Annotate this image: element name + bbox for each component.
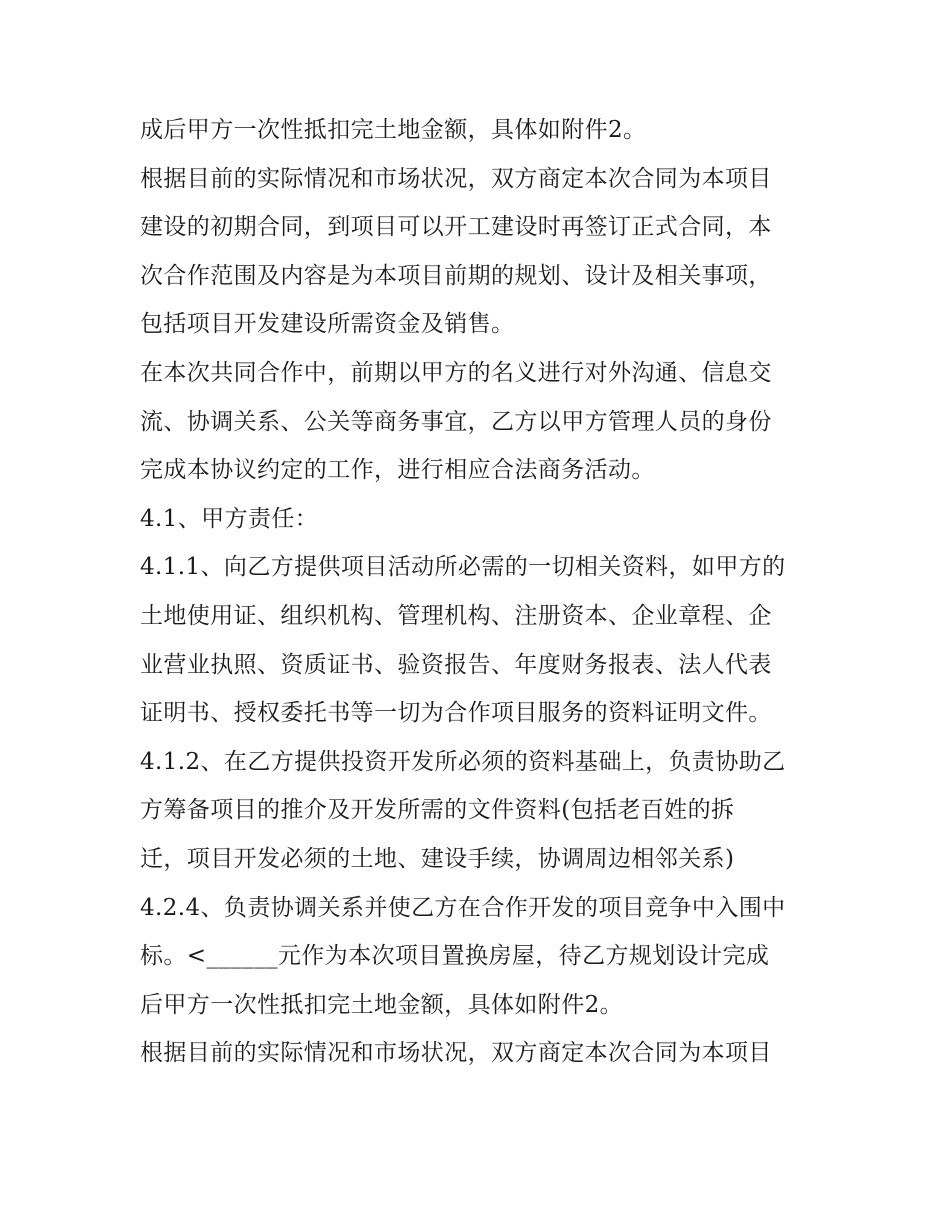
text-line: 根据目前的实际情况和市场状况，双方商定本次合同为本项目	[140, 165, 772, 192]
text-line: 建设的初期合同，到项目可以开工建设时再签订正式合同，本	[140, 214, 772, 241]
text-line: 根据目前的实际情况和市场状况，双方商定本次合同为本项目	[140, 1040, 772, 1067]
body-text	[140, 106, 820, 1078]
text-line: 后甲方一次性抵扣完土地金额，具体如附件2。	[140, 991, 624, 1018]
text-line: 业营业执照、资质证书、验资报告、年度财务报表、法人代表	[140, 651, 772, 678]
text-line: 次合作范围及内容是为本项目前期的规划、设计及相关事项，	[140, 262, 772, 289]
text-line: 包括项目开发建设所需资金及销售。	[140, 311, 515, 338]
text-line: 在本次共同合作中，前期以甲方的名义进行对外沟通、信息交	[140, 359, 772, 386]
text-line: 方筹备项目的推介及开发所需的文件资料(包括老百姓的拆	[140, 797, 735, 824]
text-line: 4.1.2、在乙方提供投资开发所必须的资料基础上，负责协助乙	[140, 748, 786, 775]
text-line: 土地使用证、组织机构、管理机构、注册资本、企业章程、企	[140, 602, 772, 629]
text-line: 流、协调关系、公关等商务事宜，乙方以甲方管理人员的身份	[140, 408, 772, 435]
text-line: 成后甲方一次性抵扣完土地金额，具体如附件2。	[140, 117, 647, 143]
text-line: 4.1.1、向乙方提供项目活动所必需的一切相关资料，如甲方的	[140, 554, 786, 581]
text-line: 4.2.4、负责协调关系并使乙方在合作开发的项目竞争中入围中	[140, 894, 786, 921]
text-line: 迁，项目开发必须的土地、建设手续，协调周边相邻关系)	[140, 845, 735, 872]
text-line: 标。<______元作为本次项目置换房屋，待乙方规划设计完成	[140, 943, 770, 970]
text-line: 完成本协议约定的工作，进行相应合法商务活动。	[140, 457, 655, 484]
text-line: 证明书、授权委托书等一切为合作项目服务的资料证明文件。	[140, 700, 772, 727]
section-heading: 4.1、甲方责任：	[140, 505, 319, 532]
